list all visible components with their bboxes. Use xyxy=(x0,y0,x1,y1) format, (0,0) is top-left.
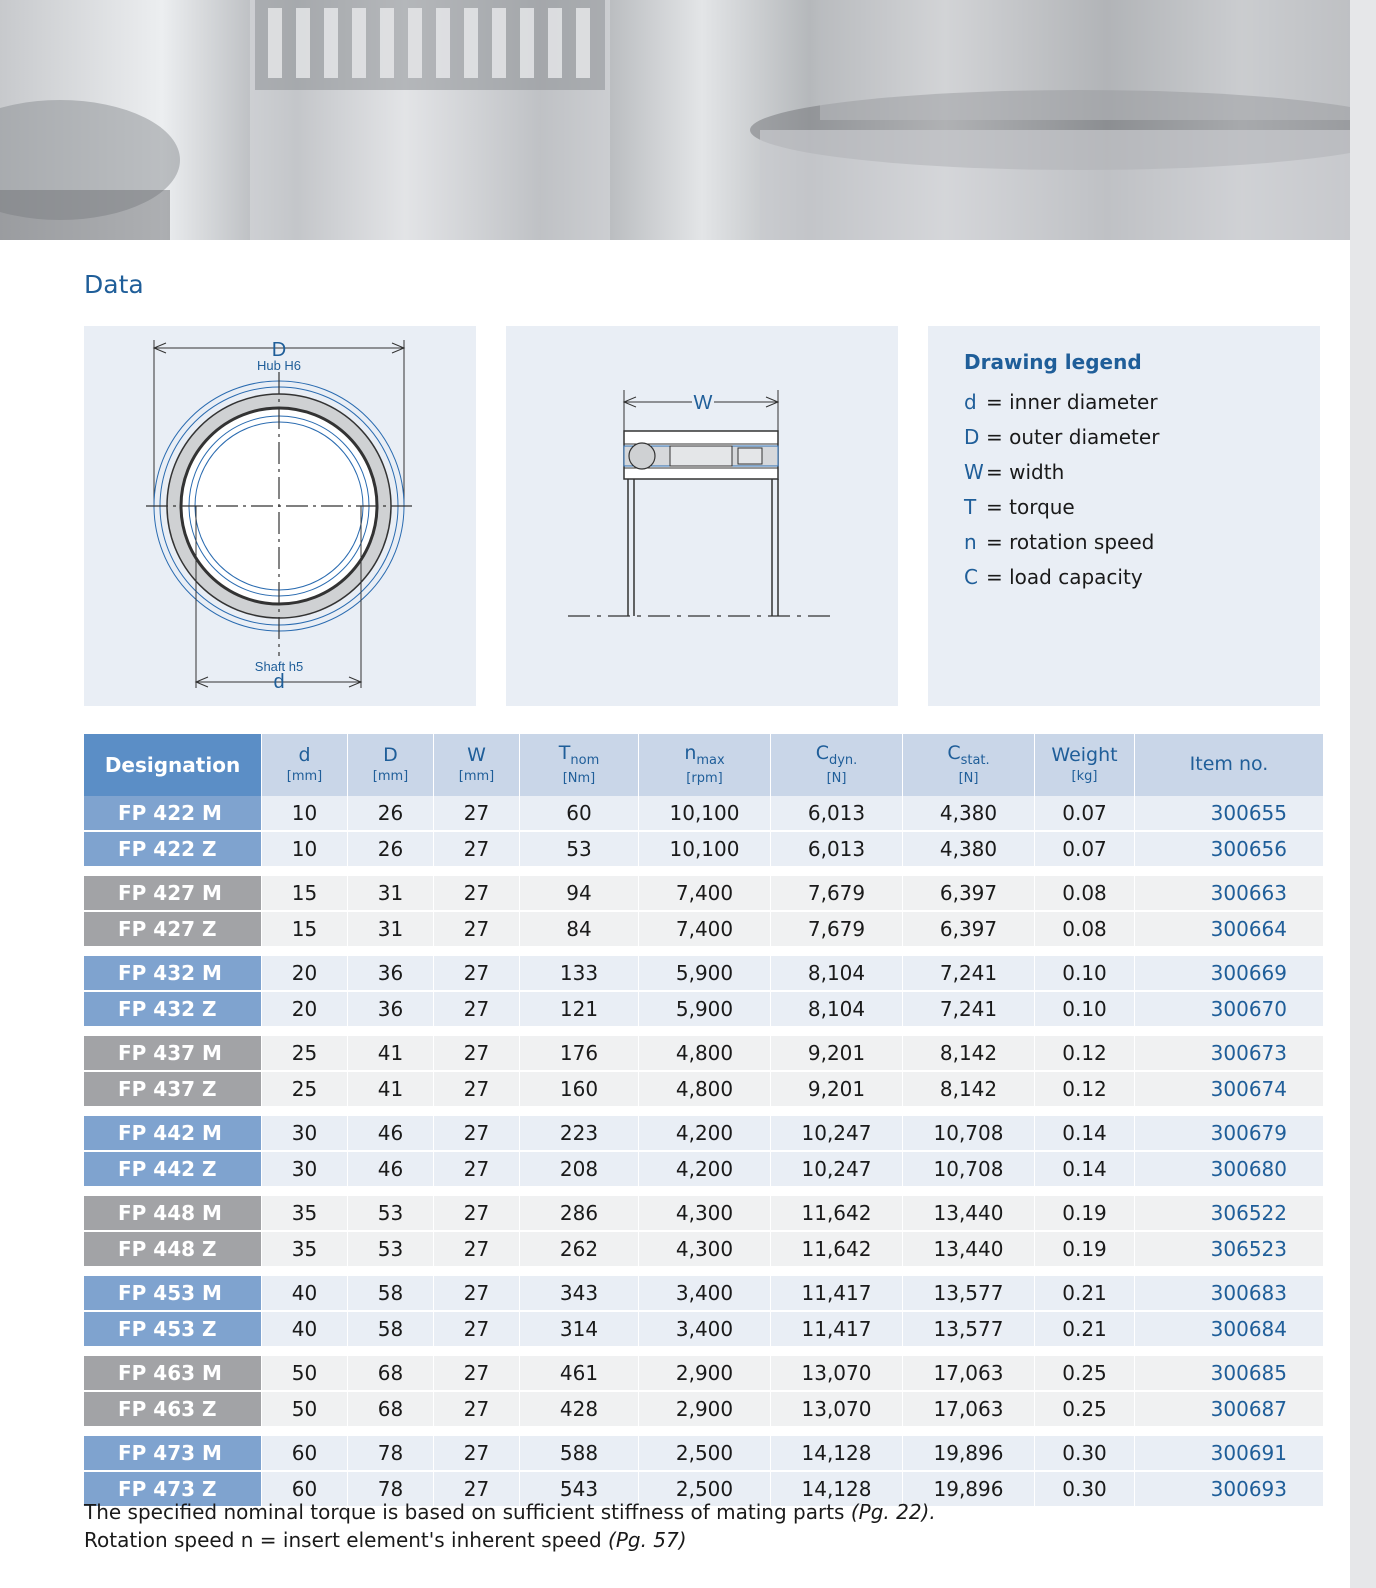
table-row xyxy=(84,912,1324,948)
cell-name: FP 463 M xyxy=(84,1356,262,1392)
cell-W: 27 xyxy=(434,1036,520,1072)
cell-item: 300691 xyxy=(1135,1436,1324,1472)
cell-torque: 121 xyxy=(520,992,639,1028)
cell-weight: 0.19 xyxy=(1035,1196,1135,1232)
cell-D: 68 xyxy=(348,1392,434,1428)
cell-D: 68 xyxy=(348,1356,434,1392)
table-row xyxy=(84,1036,1324,1072)
cell-cdyn: 11,417 xyxy=(771,1276,903,1312)
header-speed: $n_{max}$ [rpm] xyxy=(639,734,771,796)
cell-d: 10 xyxy=(262,832,348,868)
cell-D: 58 xyxy=(348,1276,434,1312)
cell-weight: 0.14 xyxy=(1035,1116,1135,1152)
cell-torque: 53 xyxy=(520,832,639,868)
cell-item: 300655 xyxy=(1135,796,1324,832)
cell-name: FP 422 M xyxy=(84,796,262,832)
group-spacer xyxy=(84,868,1324,876)
cell-W: 27 xyxy=(434,1312,520,1348)
table-row xyxy=(84,1392,1324,1428)
legend-item: d = inner diameter xyxy=(964,390,1158,414)
cell-item: 300684 xyxy=(1135,1312,1324,1348)
cell-cdyn: 9,201 xyxy=(771,1072,903,1108)
cell-W: 27 xyxy=(434,1472,520,1508)
cell-weight: 0.14 xyxy=(1035,1152,1135,1188)
cell-item: 300680 xyxy=(1135,1152,1324,1188)
bearing-data-table xyxy=(84,734,1324,1508)
header-torque: $T_{nom}$ [Nm] xyxy=(520,734,639,796)
cell-cdyn: 8,104 xyxy=(771,992,903,1028)
cell-speed: 2,900 xyxy=(639,1392,771,1428)
section-title: Data xyxy=(84,270,144,299)
cell-d: 20 xyxy=(262,956,348,992)
cell-name: FP 427 M xyxy=(84,876,262,912)
cell-W: 27 xyxy=(434,1116,520,1152)
cell-item: 300674 xyxy=(1135,1072,1324,1108)
cell-d: 25 xyxy=(262,1072,348,1108)
cell-speed: 10,100 xyxy=(639,832,771,868)
cell-cstat: 10,708 xyxy=(903,1116,1035,1152)
group-spacer xyxy=(84,1268,1324,1276)
cell-W: 27 xyxy=(434,1356,520,1392)
cell-weight: 0.19 xyxy=(1035,1232,1135,1268)
cell-speed: 2,500 xyxy=(639,1436,771,1472)
cell-speed: 4,300 xyxy=(639,1232,771,1268)
cell-d: 60 xyxy=(262,1472,348,1508)
cell-item: 300663 xyxy=(1135,876,1324,912)
cell-item: 300693 xyxy=(1135,1472,1324,1508)
table-row xyxy=(84,1356,1324,1392)
hero-bearings-graphic xyxy=(0,0,1350,240)
cell-name: FP 473 Z xyxy=(84,1472,262,1508)
cell-speed: 3,400 xyxy=(639,1312,771,1348)
cell-cdyn: 11,642 xyxy=(771,1196,903,1232)
cell-item: 300664 xyxy=(1135,912,1324,948)
cell-d: 20 xyxy=(262,992,348,1028)
cell-cdyn: 14,128 xyxy=(771,1436,903,1472)
cell-weight: 0.07 xyxy=(1035,796,1135,832)
cell-cdyn: 9,201 xyxy=(771,1036,903,1072)
cell-cstat: 13,440 xyxy=(903,1232,1035,1268)
cell-cstat: 17,063 xyxy=(903,1392,1035,1428)
shaft-label: Shaft h5 xyxy=(254,659,304,674)
table-header-row xyxy=(84,734,1324,796)
cell-speed: 2,900 xyxy=(639,1356,771,1392)
group-spacer xyxy=(84,1428,1324,1436)
cell-cstat: 7,241 xyxy=(903,992,1035,1028)
drawing-legend-panel xyxy=(928,326,1320,706)
cell-d: 35 xyxy=(262,1232,348,1268)
header-cstat: $C_{stat.}$ [N] xyxy=(903,734,1035,796)
cell-name: FP 442 M xyxy=(84,1116,262,1152)
cell-W: 27 xyxy=(434,1072,520,1108)
table-row xyxy=(84,796,1324,832)
front-view-drawing xyxy=(84,326,476,706)
header-D: D [mm] xyxy=(348,734,434,796)
cell-d: 30 xyxy=(262,1116,348,1152)
cell-name: FP 432 Z xyxy=(84,992,262,1028)
cell-cdyn: 13,070 xyxy=(771,1356,903,1392)
cell-d: 10 xyxy=(262,796,348,832)
cell-speed: 4,200 xyxy=(639,1152,771,1188)
table-row xyxy=(84,1232,1324,1268)
cell-torque: 223 xyxy=(520,1116,639,1152)
cell-speed: 4,800 xyxy=(639,1036,771,1072)
cell-cdyn: 11,417 xyxy=(771,1312,903,1348)
cell-W: 27 xyxy=(434,992,520,1028)
cell-D: 36 xyxy=(348,992,434,1028)
table-row xyxy=(84,1312,1324,1348)
cell-item: 300656 xyxy=(1135,832,1324,868)
cell-weight: 0.08 xyxy=(1035,912,1135,948)
dim-d-label: d xyxy=(273,671,285,693)
cell-D: 41 xyxy=(348,1072,434,1108)
cell-cstat: 8,142 xyxy=(903,1072,1035,1108)
cell-cdyn: 11,642 xyxy=(771,1232,903,1268)
cell-cdyn: 10,247 xyxy=(771,1152,903,1188)
legend-item: n = rotation speed xyxy=(964,530,1155,554)
cell-cdyn: 7,679 xyxy=(771,876,903,912)
cell-item: 300679 xyxy=(1135,1116,1324,1152)
table-row xyxy=(84,1152,1324,1188)
cell-speed: 7,400 xyxy=(639,876,771,912)
cell-d: 40 xyxy=(262,1312,348,1348)
cell-speed: 4,800 xyxy=(639,1072,771,1108)
cell-torque: 286 xyxy=(520,1196,639,1232)
cell-cstat: 4,380 xyxy=(903,832,1035,868)
cell-d: 30 xyxy=(262,1152,348,1188)
cell-d: 40 xyxy=(262,1276,348,1312)
legend-item: W = width xyxy=(964,460,1065,484)
cell-cstat: 7,241 xyxy=(903,956,1035,992)
cell-weight: 0.10 xyxy=(1035,992,1135,1028)
cell-W: 27 xyxy=(434,1232,520,1268)
cell-speed: 7,400 xyxy=(639,912,771,948)
cell-d: 35 xyxy=(262,1196,348,1232)
cell-item: 300683 xyxy=(1135,1276,1324,1312)
table-row xyxy=(84,876,1324,912)
cell-W: 27 xyxy=(434,832,520,868)
legend-item: T = torque xyxy=(964,495,1075,519)
cell-D: 26 xyxy=(348,832,434,868)
legend-item: C = load capacity xyxy=(964,565,1143,589)
front-view-drawing-panel xyxy=(84,326,476,706)
header-item-no: Item no. xyxy=(1135,734,1324,796)
side-view-drawing-panel xyxy=(506,326,898,706)
cell-torque: 461 xyxy=(520,1356,639,1392)
cell-weight: 0.21 xyxy=(1035,1312,1135,1348)
cell-cstat: 17,063 xyxy=(903,1356,1035,1392)
cell-cstat: 13,577 xyxy=(903,1312,1035,1348)
cell-W: 27 xyxy=(434,912,520,948)
cell-name: FP 432 M xyxy=(84,956,262,992)
cell-D: 78 xyxy=(348,1472,434,1508)
cell-torque: 94 xyxy=(520,876,639,912)
cell-W: 27 xyxy=(434,1276,520,1312)
cell-W: 27 xyxy=(434,1436,520,1472)
cell-torque: 84 xyxy=(520,912,639,948)
cell-D: 46 xyxy=(348,1152,434,1188)
cell-torque: 343 xyxy=(520,1276,639,1312)
cell-W: 27 xyxy=(434,1196,520,1232)
cell-weight: 0.12 xyxy=(1035,1036,1135,1072)
cell-speed: 4,300 xyxy=(639,1196,771,1232)
cell-name: FP 427 Z xyxy=(84,912,262,948)
table-row xyxy=(84,1436,1324,1472)
cell-name: FP 442 Z xyxy=(84,1152,262,1188)
cell-speed: 4,200 xyxy=(639,1116,771,1152)
cell-item: 300687 xyxy=(1135,1392,1324,1428)
cell-item: 300670 xyxy=(1135,992,1324,1028)
header-W: W [mm] xyxy=(434,734,520,796)
table-row xyxy=(84,832,1324,868)
cell-weight: 0.25 xyxy=(1035,1356,1135,1392)
cell-weight: 0.21 xyxy=(1035,1276,1135,1312)
cell-item: 300685 xyxy=(1135,1356,1324,1392)
cell-D: 31 xyxy=(348,912,434,948)
cell-name: FP 448 M xyxy=(84,1196,262,1232)
cell-name: FP 437 Z xyxy=(84,1072,262,1108)
header-weight: Weight [kg] xyxy=(1035,734,1135,796)
cell-D: 53 xyxy=(348,1196,434,1232)
note-speed: Rotation speed n = insert element's inherent speed (Pg. 57) xyxy=(84,1528,687,1552)
cell-speed: 5,900 xyxy=(639,992,771,1028)
cell-weight: 0.08 xyxy=(1035,876,1135,912)
cell-item: 306522 xyxy=(1135,1196,1324,1232)
table-row xyxy=(84,1196,1324,1232)
dim-D-label: D xyxy=(271,339,287,361)
cell-torque: 133 xyxy=(520,956,639,992)
cell-name: FP 453 Z xyxy=(84,1312,262,1348)
cell-D: 41 xyxy=(348,1036,434,1072)
cell-cstat: 6,397 xyxy=(903,912,1035,948)
cell-weight: 0.25 xyxy=(1035,1392,1135,1428)
cell-cstat: 6,397 xyxy=(903,876,1035,912)
cell-d: 50 xyxy=(262,1356,348,1392)
group-spacer xyxy=(84,1348,1324,1356)
table-row xyxy=(84,1116,1324,1152)
group-spacer xyxy=(84,1188,1324,1196)
cell-torque: 60 xyxy=(520,796,639,832)
side-view-drawing xyxy=(506,326,898,706)
cell-cdyn: 10,247 xyxy=(771,1116,903,1152)
cell-cdyn: 6,013 xyxy=(771,796,903,832)
cell-d: 60 xyxy=(262,1436,348,1472)
cell-torque: 543 xyxy=(520,1472,639,1508)
cell-cdyn: 7,679 xyxy=(771,912,903,948)
cell-torque: 262 xyxy=(520,1232,639,1268)
cell-name: FP 448 Z xyxy=(84,1232,262,1268)
cell-weight: 0.07 xyxy=(1035,832,1135,868)
cell-weight: 0.10 xyxy=(1035,956,1135,992)
cell-name: FP 473 M xyxy=(84,1436,262,1472)
cell-item: 300673 xyxy=(1135,1036,1324,1072)
cell-weight: 0.30 xyxy=(1035,1472,1135,1508)
cell-W: 27 xyxy=(434,876,520,912)
table-row xyxy=(84,956,1324,992)
cell-speed: 3,400 xyxy=(639,1276,771,1312)
dim-W-label: W xyxy=(693,392,713,414)
cell-cdyn: 14,128 xyxy=(771,1472,903,1508)
cell-d: 15 xyxy=(262,912,348,948)
cell-torque: 176 xyxy=(520,1036,639,1072)
cell-weight: 0.12 xyxy=(1035,1072,1135,1108)
legend-title: Drawing legend xyxy=(964,350,1142,374)
group-spacer xyxy=(84,1028,1324,1036)
cell-speed: 5,900 xyxy=(639,956,771,992)
group-spacer xyxy=(84,1108,1324,1116)
header-designation: Designation xyxy=(84,734,262,796)
cell-D: 31 xyxy=(348,876,434,912)
cell-d: 50 xyxy=(262,1392,348,1428)
cell-torque: 314 xyxy=(520,1312,639,1348)
cell-d: 15 xyxy=(262,876,348,912)
cell-D: 46 xyxy=(348,1116,434,1152)
cell-D: 78 xyxy=(348,1436,434,1472)
cell-D: 36 xyxy=(348,956,434,992)
hub-label: Hub H6 xyxy=(256,358,302,373)
cell-cstat: 10,708 xyxy=(903,1152,1035,1188)
cell-W: 27 xyxy=(434,956,520,992)
cell-cstat: 19,896 xyxy=(903,1436,1035,1472)
cell-speed: 2,500 xyxy=(639,1472,771,1508)
hero-image xyxy=(0,0,1350,240)
header-d: d [mm] xyxy=(262,734,348,796)
cell-torque: 160 xyxy=(520,1072,639,1108)
cell-name: FP 453 M xyxy=(84,1276,262,1312)
cell-weight: 0.30 xyxy=(1035,1436,1135,1472)
cell-W: 27 xyxy=(434,796,520,832)
cell-W: 27 xyxy=(434,1392,520,1428)
cell-cstat: 13,440 xyxy=(903,1196,1035,1232)
cell-cstat: 8,142 xyxy=(903,1036,1035,1072)
cell-d: 25 xyxy=(262,1036,348,1072)
cell-cstat: 4,380 xyxy=(903,796,1035,832)
cell-D: 26 xyxy=(348,796,434,832)
table-row xyxy=(84,992,1324,1028)
cell-D: 58 xyxy=(348,1312,434,1348)
page-edge-strip xyxy=(1350,0,1376,1588)
cell-item: 300669 xyxy=(1135,956,1324,992)
table-row xyxy=(84,1276,1324,1312)
cell-cdyn: 8,104 xyxy=(771,956,903,992)
note-torque: The specified nominal torque is based on sufficient stiffness of mating parts (Pg. 22). xyxy=(84,1500,936,1524)
cell-D: 53 xyxy=(348,1232,434,1268)
cell-W: 27 xyxy=(434,1152,520,1188)
legend-item: D = outer diameter xyxy=(964,425,1160,449)
cell-item: 306523 xyxy=(1135,1232,1324,1268)
cell-speed: 10,100 xyxy=(639,796,771,832)
cell-torque: 588 xyxy=(520,1436,639,1472)
table-row xyxy=(84,1072,1324,1108)
group-spacer xyxy=(84,948,1324,956)
cell-cstat: 19,896 xyxy=(903,1472,1035,1508)
cell-cstat: 13,577 xyxy=(903,1276,1035,1312)
header-cdyn: $C_{dyn.}$ [N] xyxy=(771,734,903,796)
cell-torque: 428 xyxy=(520,1392,639,1428)
cell-name: FP 437 M xyxy=(84,1036,262,1072)
cell-name: FP 422 Z xyxy=(84,832,262,868)
cell-torque: 208 xyxy=(520,1152,639,1188)
cell-name: FP 463 Z xyxy=(84,1392,262,1428)
cell-cdyn: 13,070 xyxy=(771,1392,903,1428)
cell-cdyn: 6,013 xyxy=(771,832,903,868)
